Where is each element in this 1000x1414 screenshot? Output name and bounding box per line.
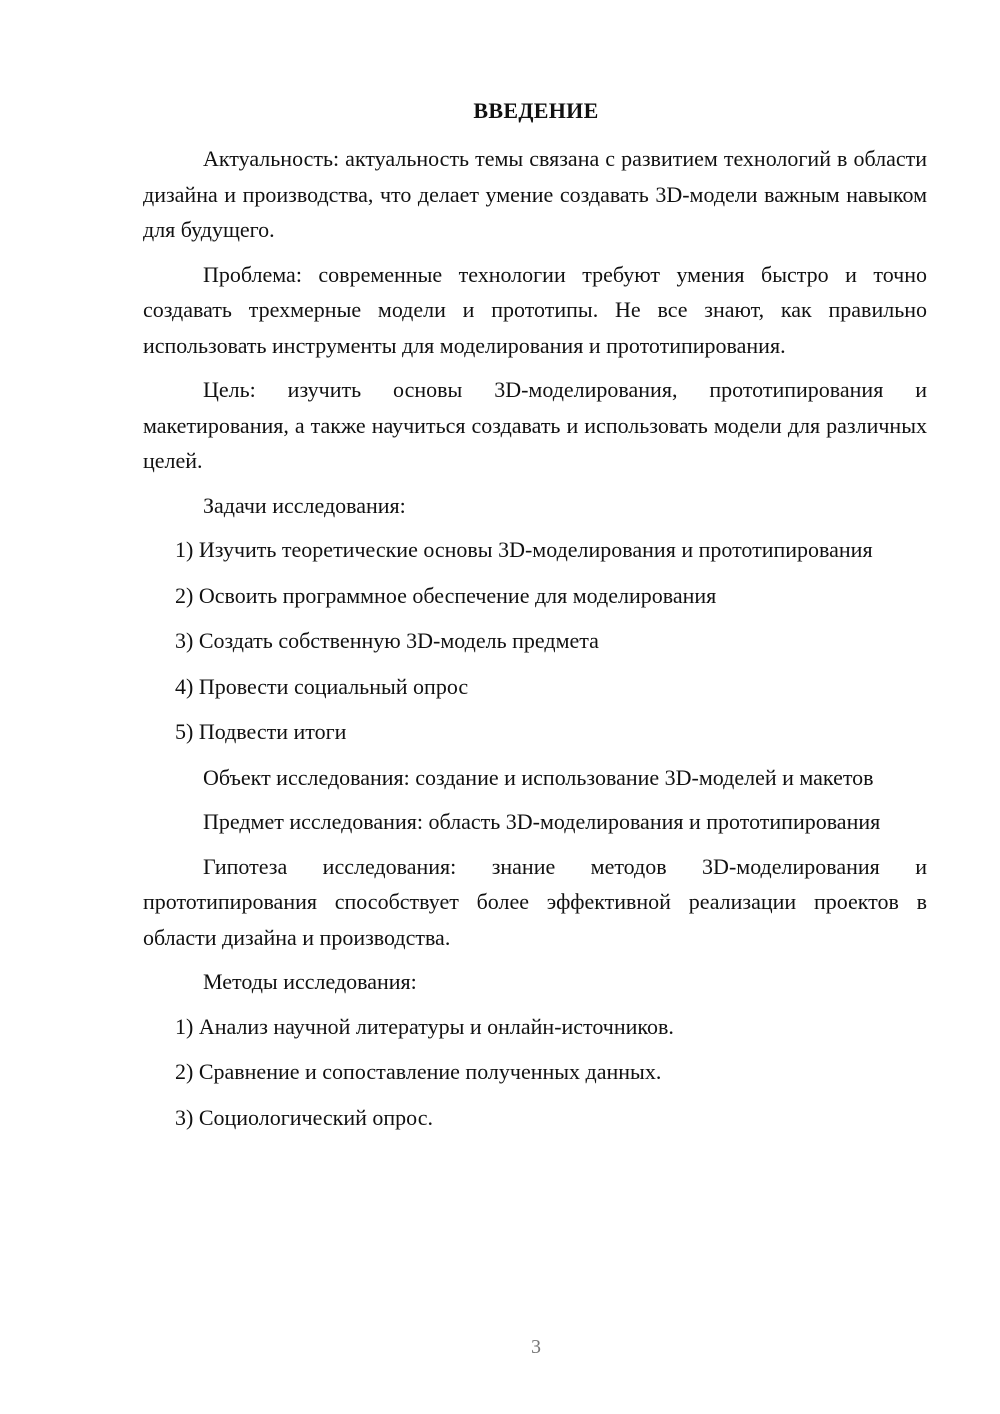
hypothesis-paragraph: Гипотеза исследования: знание методов 3D-моделирования и прототипирования способствует более эффективной реализации проектов в области дизайна и производства. <box>143 853 927 950</box>
task-item: 4) Провести социальный опрос <box>175 673 469 699</box>
problem-paragraph: Проблема: современные технологии требуют умения быстро и точно создавать трехмерные модели и прототипы. Не все знают, как правильно использовать инструменты для моделирования и прототипирования. <box>143 261 927 358</box>
page-number: 3 <box>531 1336 541 1358</box>
method-item: 2) Сравнение и сопоставление полученных данных. <box>175 1059 662 1084</box>
method-item: 1) Анализ научной литературы и онлайн-источников. <box>175 1013 674 1039</box>
page-title: ВВЕДЕНИЕ <box>473 98 599 123</box>
task-item: 2) Освоить программное обеспечение для моделирования <box>175 582 717 608</box>
goal-paragraph: Цель: изучить основы 3D-моделирования, прототипирования и макетирования, а также научиться создавать и использовать модели для различных целей. <box>143 377 927 473</box>
methods-heading: Методы исследования: <box>203 969 417 994</box>
task-item: 3) Создать собственную 3D-модель предмета <box>175 628 599 653</box>
task-item: 5) Подвести итоги <box>175 719 347 744</box>
document-body <box>143 141 927 1145</box>
object-paragraph: Объект исследования: создание и использование 3D-моделей и макетов <box>203 764 874 790</box>
method-item: 3) Социологический опрос. <box>175 1104 433 1130</box>
subject-paragraph: Предмет исследования: область 3D-моделирования и прототипирования <box>203 809 881 834</box>
task-item: 1) Изучить теоретические основы 3D-моделирования и прототипирования <box>175 537 873 562</box>
tasks-heading: Задачи исследования: <box>203 492 406 518</box>
relevance-paragraph: Актуальность: актуальность темы связана с развитием технологий в области дизайна и производства, что делает умение создавать 3D-модели важным навыком для будущего. <box>143 146 927 242</box>
